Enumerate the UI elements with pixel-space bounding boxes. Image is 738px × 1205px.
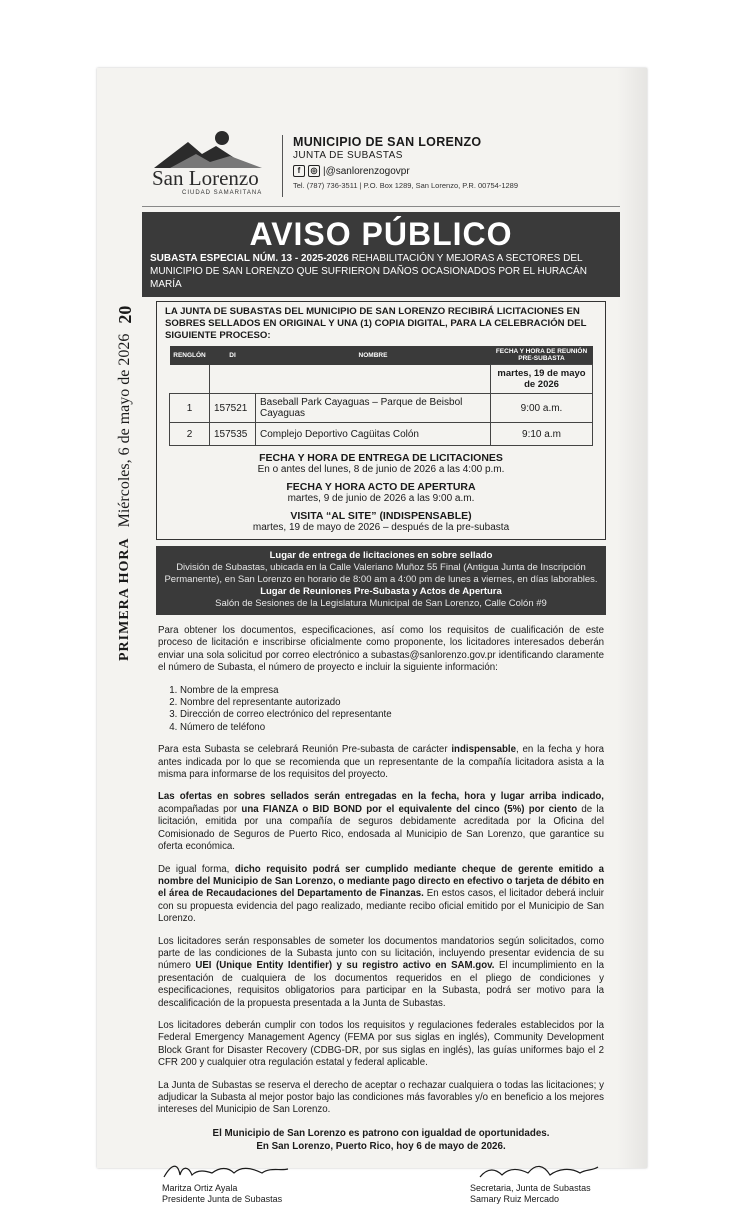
col-nombre: NOMBRE [256, 346, 491, 365]
required-info-list [158, 685, 604, 735]
apertura-section [157, 481, 605, 504]
notice-content [142, 126, 620, 1205]
paragraph-reserva: La Junta de Subastas se reserva el derecho de aceptar o rechazar cualquiera o todas las licitaciones; y adjudicar la Subasta al mejor postor bajo las condiciones más favorables y/o en beneficio a los mejores intereses del Municipio de San Lorenzo. [158, 1079, 604, 1116]
notice-body [142, 625, 620, 1117]
logo-subtitle: CIUDAD SAMARITANA [182, 190, 263, 196]
social-line [293, 165, 620, 177]
cell-hora: 9:10 a.m [491, 423, 593, 446]
bid-table [169, 346, 593, 446]
subasta-number: SUBASTA ESPECIAL NÚM. 13 - 2025-2026 [150, 253, 349, 264]
board-name: JUNTA DE SUBASTAS [293, 150, 403, 161]
signer-left-title: Presidente Junta de Subastas [162, 1193, 283, 1204]
paragraph-documents: Para obtener los documentos, especificaciones, así como los requisitos de cualificación de este proceso de licitación e inscribirse oficialmente como proponente, los licitadores interesados deberán enviar una sola solicitud por correo electrónico a subastas@sanlorenzo.gov.pr identificando claramente el número de Subasta, el número de proyecto e incluir la siguiente información: [158, 625, 604, 674]
equal-opportunity: El Municipio de San Lorenzo es patrono con igualdad de oportunidades. [212, 1127, 550, 1139]
sidebar-text [110, 141, 140, 661]
reuniones-title: Lugar de Reuniones Pre-Subasta y Actos de Apertura [260, 586, 502, 597]
cell-nombre: Baseball Park Cayaguas – Parque de Beisbol Cayaguas [256, 394, 491, 423]
social-handle: |@sanlorenzogovpr [323, 165, 410, 177]
place-date: En San Lorenzo, Puerto Rico, hoy 6 de mayo de 2026. [256, 1140, 506, 1152]
table-row [170, 365, 593, 394]
entrega-value: En o antes del lunes, 8 de junio de 2026 a las 4:00 p.m. [257, 464, 505, 475]
notice-header [142, 126, 620, 207]
col-di: DI [210, 346, 256, 365]
page-number: 20 [114, 305, 135, 324]
mountain-logo-icon [150, 128, 270, 170]
cell-di: 157521 [210, 394, 256, 423]
instagram-icon: ◎ [308, 165, 320, 177]
municipality-name: MUNICIPIO DE SAN LORENZO [293, 135, 482, 149]
apertura-value: martes, 9 de junio de 2026 a las 9:00 a.m. [287, 493, 475, 504]
subasta-desc: REHABILITACIÓN Y MEJORAS A SECTORES DEL MUNICIPIO DE SAN LORENZO QUE SUFRIERON DAÑOS OCASIONADOS POR EL HURACÁN MARÍA [150, 253, 587, 290]
contact-info: Tel. (787) 736-3511 | P.O. Box 1289, San Lorenzo, P.R. 00754-1289 [293, 181, 519, 190]
newspaper-page [97, 68, 647, 1204]
col-renglon: RENGLÓN [170, 346, 210, 365]
list-item: 1. Nombre de la empresa [180, 685, 604, 697]
visita-section [157, 510, 605, 533]
table-row [170, 423, 593, 446]
list-item: 3. Dirección de correo electrónico del representante [180, 709, 604, 721]
facebook-icon: f [293, 165, 305, 177]
subasta-description [150, 252, 612, 291]
notice-title: AVISO PÚBLICO [249, 216, 513, 252]
paragraph-fianza: Las ofertas en sobres sellados serán entregadas en la fecha, hora y lugar arriba indicado, acompañadas por una FIANZA o BID BOND por el equivalente del cinco (5%) por ciento de la licitación, emitida por una compañía de seguros debidamente acreditada por la Oficina del Comisionado de Seguros de Puerto Rico, endosada al Municipio de San Lorenzo, que garantice su oferta económica. [158, 791, 604, 853]
paragraph-federal: Los licitadores deberán cumplir con todos los requisitos y regulaciones federales establecidos por la Federal Emergency Management Agency (FEMA por sus siglas en inglés), Community Development Block Grant for Disaster Recovery (CDBG-DR, por sus siglas en inglés), las guías uniformes bajo el 2 CFR 200 y cualquier otra regulación estatal y federal aplicable. [158, 1019, 604, 1069]
signature-scribble-icon [162, 1161, 292, 1183]
paragraph-presubasta: Para esta Subasta se celebrará Reunión Pre-subasta de carácter indispensable, en la fecha y hora antes indicada por lo que se recomienda que un representante de la compañía licitadora asista a la misma para informarse de los requisitos del proyecto. [158, 744, 604, 781]
cell-renglon: 1 [170, 394, 210, 423]
entrega-section [157, 452, 605, 475]
cell-di: 157535 [210, 423, 256, 446]
issue-date: Miércoles, 6 de mayo de 2026 [116, 333, 133, 528]
signer-right-title: Secretaria, Junta de Subastas [470, 1182, 591, 1193]
paragraph-cheque: De igual forma, dicho requisito podrá ser cumplido mediante cheque de gerente emitido a nombre del Municipio de San Lorenzo, o mediante pago directo en efectivo o tarjeta de débito en el área de Recaudaciones del Departamento de Finanzas. En estos casos, el licitador deberá incluir con su propuesta evidencia del pago realizado, mediante recibo oficial emitido por el Municipio de San Lorenzo. [158, 863, 605, 925]
newspaper-sidebar [105, 126, 135, 1126]
cell-renglon: 2 [170, 423, 210, 446]
notice-banner [142, 212, 620, 297]
list-item: 2. Nombre del representante autorizado [180, 697, 604, 709]
entrega-title: FECHA Y HORA DE ENTREGA DE LICITACIONES [259, 452, 503, 464]
signature-left [162, 1161, 292, 1205]
logo-name: San Lorenzo [152, 166, 259, 190]
paragraph-uei: Los licitadores serán responsables de someter los documentos mandatorios según solicitados, como parte de las condiciones de la Subasta junto con su licitación, incluyendo presentar evidencia de su número UEI (Unique Entity Identifier) y su registro activo en SAM.gov. El incumplimiento en la presentación de cualquiera de los documentos requeridos en el pliego de condiciones y especificaciones, requisitos obligatorios para participar en la Subasta, podrá ser motivo para la descalificación de la propuesta presentada a la Junta de Subastas. [158, 935, 604, 1009]
lugar-title: Lugar de entrega de licitaciones en sobre sellado [269, 550, 493, 561]
header-info [282, 135, 620, 197]
cell-hora: 9:00 a.m. [491, 394, 593, 423]
reuniones-text: Salón de Sesiones de la Legislatura Municipal de San Lorenzo, Calle Colón #9 [215, 598, 547, 609]
signer-right-name: Samary Ruiz Mercado [470, 1193, 560, 1204]
table-row [170, 394, 593, 423]
list-item: 4. Número de teléfono [180, 722, 604, 734]
signatures [142, 1161, 620, 1205]
intro-text: LA JUNTA DE SUBASTAS DEL MUNICIPIO DE SAN LORENZO RECIBIRÁ LICITACIONES EN SOBRES SELLADOS EN ORIGINAL Y UNA (1) COPIA DIGITAL, PARA LA CELEBRACIÓN DEL SIGUIENTE PROCESO: [165, 306, 587, 341]
details-box [156, 301, 606, 540]
cell-nombre: Complejo Deportivo Cagüitas Colón [256, 423, 491, 446]
signature-right [470, 1161, 600, 1205]
closing-statement [142, 1127, 620, 1153]
col-fecha: FECHA Y HORA DE REUNIÓN PRE-SUBASTA [491, 346, 593, 365]
section-name: PRIMERA HORA [117, 537, 132, 661]
visita-value: martes, 19 de mayo de 2026 – después de la pre-subasta [252, 522, 510, 533]
municipality-logo [142, 126, 282, 206]
meeting-date: martes, 19 de mayo de 2026 [491, 365, 593, 394]
visita-title: VISITA “AL SITE” (INDISPENSABLE) [290, 510, 472, 522]
location-box [156, 546, 606, 615]
signer-left-name: Maritza Ortiz Ayala [162, 1182, 238, 1193]
lugar-text: División de Subastas, ubicada en la Calle Valeriano Muñoz 55 Final (Antigua Junta de Inscripción Permanente), en San Lorenzo en horario de 8:00 am a 4:00 pm de lunes a viernes, en días laborables. [164, 562, 598, 585]
signature-scribble-icon [470, 1161, 600, 1183]
page-shadow [617, 68, 647, 1168]
apertura-title: FECHA Y HORA ACTO DE APERTURA [286, 481, 476, 493]
